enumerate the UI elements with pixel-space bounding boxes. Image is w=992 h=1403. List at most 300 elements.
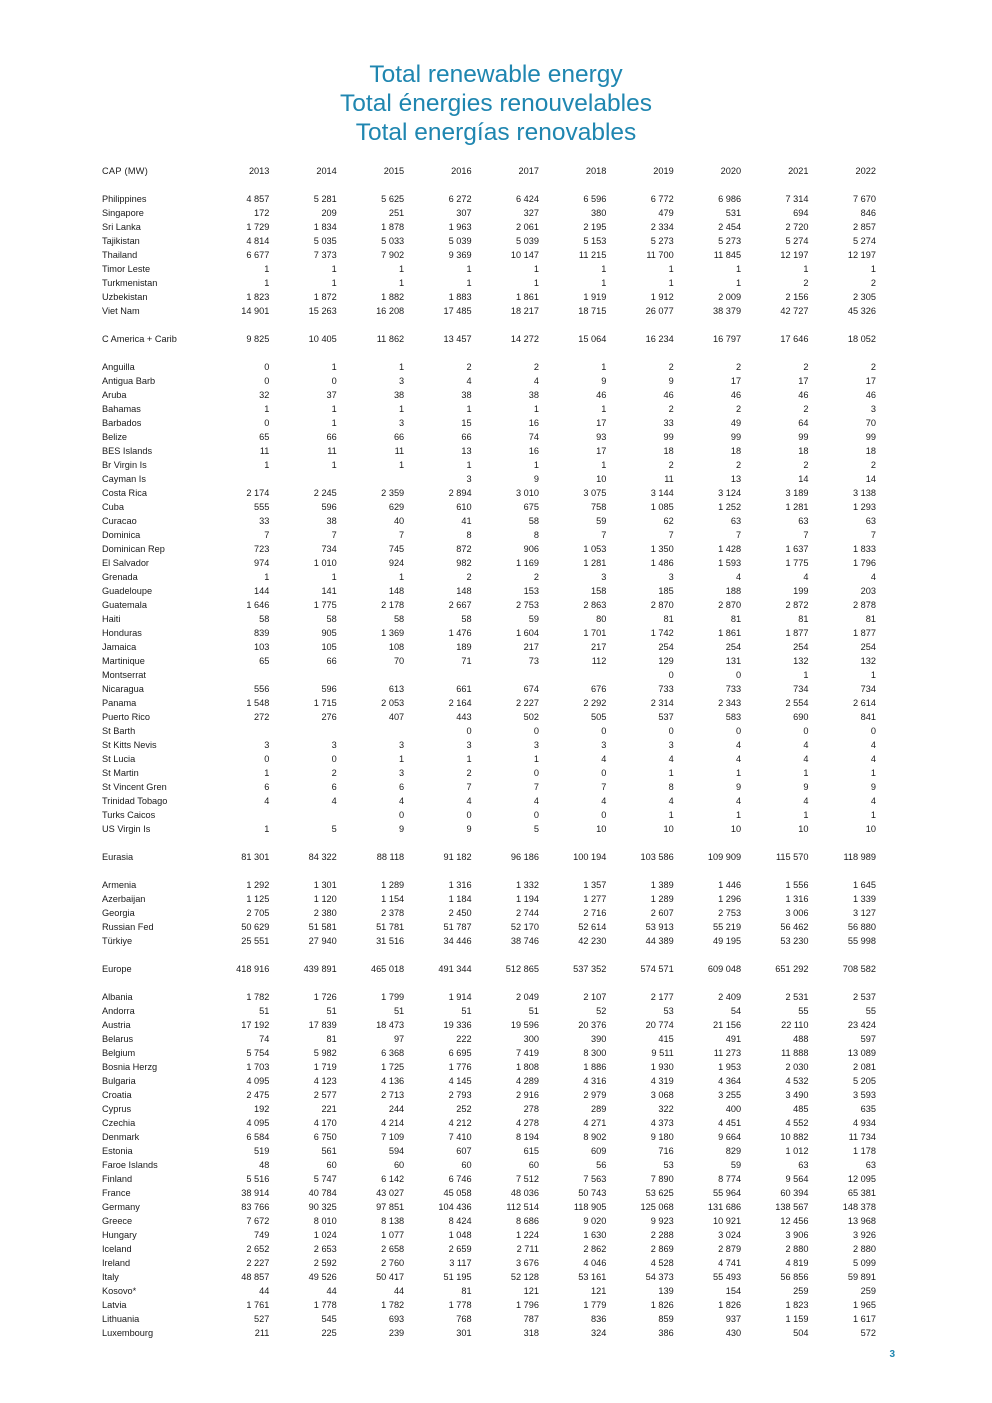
- capacity-value: 1 593: [718, 558, 742, 568]
- capacity-value: 7: [399, 530, 405, 540]
- capacity-value: 596: [321, 684, 337, 694]
- country-name: Cuba: [102, 502, 124, 512]
- capacity-value: 9 511: [651, 1048, 674, 1058]
- capacity-value: 18 715: [578, 306, 607, 316]
- year-header: 2020: [720, 166, 742, 176]
- capacity-value: 2: [803, 404, 809, 414]
- capacity-value: 9: [803, 782, 809, 792]
- capacity-value: 1 178: [853, 1146, 876, 1156]
- capacity-value: 4: [399, 796, 405, 806]
- capacity-value: 609: [591, 1146, 607, 1156]
- capacity-value: 1 637: [785, 544, 809, 554]
- capacity-value: 4: [466, 796, 472, 806]
- capacity-value: 4 278: [515, 1118, 539, 1128]
- capacity-value: 734: [860, 684, 876, 694]
- capacity-value: 65: [259, 656, 270, 666]
- capacity-value: 4: [601, 796, 607, 806]
- capacity-value: 1: [331, 362, 337, 372]
- country-name: Grenada: [102, 572, 138, 582]
- capacity-value: 1: [466, 404, 472, 414]
- capacity-value: 3 117: [449, 1258, 472, 1268]
- table-row: [96, 1088, 886, 1102]
- capacity-value: 46: [730, 390, 742, 400]
- capacity-value: 60 394: [780, 1188, 809, 1198]
- capacity-value: 594: [388, 1146, 405, 1156]
- capacity-value: 1 645: [853, 880, 876, 890]
- capacity-value: 1 194: [515, 894, 539, 904]
- capacity-value: 132: [860, 656, 876, 666]
- capacity-value: 2: [533, 362, 539, 372]
- capacity-value: 38 914: [241, 1188, 270, 1198]
- capacity-value: 1 085: [650, 502, 674, 512]
- capacity-value: 6 677: [246, 250, 270, 260]
- capacity-value: 2 711: [516, 1244, 539, 1254]
- capacity-value: 272: [254, 712, 270, 722]
- capacity-value: 0: [466, 726, 472, 736]
- capacity-value: 872: [456, 544, 472, 554]
- capacity-value: 2: [803, 362, 809, 372]
- capacity-value: 443: [456, 712, 472, 722]
- capacity-value: 4 214: [381, 1118, 405, 1128]
- capacity-value: 2 531: [785, 992, 809, 1002]
- capacity-value: 1: [399, 362, 405, 372]
- capacity-value: 125 068: [640, 1202, 674, 1212]
- capacity-value: 1 316: [785, 894, 809, 904]
- capacity-value: 6 772: [650, 194, 674, 204]
- capacity-value: 66: [393, 432, 405, 442]
- capacity-value: 2 107: [583, 992, 607, 1002]
- capacity-value: 44 389: [645, 936, 674, 946]
- table-row: [96, 794, 886, 808]
- capacity-value: 1 289: [650, 894, 674, 904]
- capacity-value: 12 095: [847, 1174, 876, 1184]
- capacity-value: 99: [798, 432, 809, 442]
- capacity-value: 44: [259, 1286, 270, 1296]
- capacity-value: 51: [528, 1006, 539, 1016]
- capacity-value: 1 930: [650, 1062, 674, 1072]
- country-name: Albania: [102, 992, 133, 1002]
- country-name: Iceland: [102, 1244, 132, 1254]
- capacity-value: 8 902: [583, 1132, 607, 1142]
- capacity-value: 13: [461, 446, 472, 456]
- capacity-value: 8 138: [381, 1216, 405, 1226]
- capacity-value: 4 819: [785, 1258, 809, 1268]
- capacity-value: 3 075: [583, 488, 607, 498]
- table-row: [96, 374, 886, 388]
- unit-label: CAP (MW): [102, 166, 149, 176]
- capacity-value: 1: [466, 278, 472, 288]
- country-name: Türkiye: [102, 936, 133, 946]
- capacity-value: 8: [466, 530, 472, 540]
- year-header: 2015: [383, 166, 405, 176]
- capacity-value: [347, 668, 414, 682]
- capacity-value: 675: [523, 502, 539, 512]
- capacity-value: 1: [601, 362, 607, 372]
- capacity-value: 11 215: [578, 250, 607, 260]
- capacity-value: 4 123: [313, 1076, 337, 1086]
- capacity-value: 188: [725, 586, 742, 596]
- capacity-value: 21 156: [713, 1020, 742, 1030]
- capacity-value: 199: [793, 586, 809, 596]
- capacity-value: 1: [264, 824, 270, 834]
- capacity-value: 0: [264, 754, 270, 764]
- capacity-value: 613: [388, 684, 405, 694]
- table-row: [96, 1130, 886, 1144]
- capacity-value: 2 227: [515, 698, 539, 708]
- country-name: Hungary: [102, 1230, 137, 1240]
- capacity-value: 8 194: [515, 1132, 539, 1142]
- capacity-value: 5 754: [246, 1048, 270, 1058]
- capacity-value: 10: [865, 824, 876, 834]
- capacity-value: 1: [399, 264, 405, 274]
- capacity-value: 217: [591, 642, 607, 652]
- capacity-value: 10 147: [510, 250, 539, 260]
- capacity-value: 2 658: [381, 1244, 405, 1254]
- capacity-value: 0: [331, 376, 337, 386]
- table-row: [96, 276, 886, 290]
- capacity-value: 1 120: [313, 894, 337, 904]
- capacity-value: 0: [533, 768, 539, 778]
- capacity-value: 4: [870, 740, 876, 750]
- capacity-value: 278: [523, 1104, 539, 1114]
- country-name: Georgia: [102, 908, 135, 918]
- capacity-value: 103: [254, 642, 270, 652]
- capacity-value: 5 033: [381, 236, 405, 246]
- capacity-value: 1 154: [381, 894, 405, 904]
- capacity-value: 5 039: [448, 236, 472, 246]
- capacity-value: 1 617: [853, 1314, 876, 1324]
- capacity-value: 51: [259, 1006, 270, 1016]
- capacity-value: 1: [668, 768, 674, 778]
- capacity-value: 90 325: [308, 1202, 337, 1212]
- country-name: Jamaica: [102, 642, 137, 652]
- capacity-value: 46: [596, 390, 607, 400]
- capacity-value: 6: [399, 782, 405, 792]
- table-row: [96, 472, 886, 486]
- capacity-value: 2 450: [448, 908, 472, 918]
- capacity-value: 10: [798, 824, 809, 834]
- capacity-value: 3 255: [718, 1090, 742, 1100]
- capacity-value: 11 700: [646, 250, 674, 260]
- capacity-value: 6: [331, 782, 337, 792]
- capacity-value: 2 475: [246, 1090, 270, 1100]
- capacity-value: 4: [533, 376, 539, 386]
- capacity-value: 1 779: [583, 1300, 607, 1310]
- capacity-value: 537: [658, 712, 674, 722]
- capacity-value: 99: [663, 432, 674, 442]
- capacity-value: 574 571: [640, 964, 674, 974]
- capacity-value: 6 596: [583, 194, 607, 204]
- capacity-value: 9: [533, 474, 539, 484]
- capacity-value: 158: [591, 586, 607, 596]
- capacity-value: 19 596: [510, 1020, 539, 1030]
- capacity-value: 1 726: [313, 992, 337, 1002]
- capacity-value: 2 659: [448, 1244, 472, 1254]
- capacity-value: 2 049: [515, 992, 539, 1002]
- capacity-value: 1 808: [515, 1062, 539, 1072]
- capacity-value: 2 872: [785, 600, 809, 610]
- capacity-value: 50 743: [578, 1188, 607, 1198]
- capacity-value: 1 775: [313, 600, 337, 610]
- capacity-value: 9 664: [718, 1132, 742, 1142]
- capacity-value: 5 274: [853, 236, 876, 246]
- table-row: [96, 416, 886, 430]
- capacity-value: 3 926: [853, 1230, 876, 1240]
- capacity-value: 734: [321, 544, 337, 554]
- capacity-value: 11 734: [848, 1132, 876, 1142]
- capacity-value: 225: [321, 1328, 337, 1338]
- table-row: [96, 430, 886, 444]
- capacity-value: 1: [870, 670, 876, 680]
- country-name: Dominica: [102, 530, 141, 540]
- country-name: Latvia: [102, 1300, 127, 1310]
- capacity-value: 2 713: [381, 1090, 405, 1100]
- country-name: Russian Fed: [102, 922, 154, 932]
- capacity-value: 48: [259, 1160, 270, 1170]
- capacity-value: 1: [331, 278, 337, 288]
- table-row: [96, 458, 886, 472]
- capacity-value: 38 746: [510, 936, 539, 946]
- capacity-value: 1: [533, 264, 539, 274]
- capacity-value: 139: [658, 1286, 674, 1296]
- table-row: [96, 962, 886, 976]
- country-name: Timor Leste: [102, 264, 151, 274]
- capacity-value: 386: [658, 1328, 674, 1338]
- capacity-value: 2 880: [785, 1244, 809, 1254]
- table-row: [96, 1046, 886, 1060]
- capacity-value: 54 373: [645, 1272, 674, 1282]
- capacity-value: 1: [668, 278, 674, 288]
- country-name: St Martin: [102, 768, 139, 778]
- capacity-value: 6 695: [448, 1048, 472, 1058]
- capacity-value: 5 625: [381, 194, 405, 204]
- capacity-value: 7: [601, 782, 607, 792]
- capacity-value: 610: [456, 502, 472, 512]
- capacity-value: 2 869: [650, 1244, 674, 1254]
- capacity-value: 1 823: [246, 292, 270, 302]
- capacity-value: 2 614: [853, 698, 876, 708]
- table-row: [96, 388, 886, 402]
- year-header: 2017: [518, 166, 539, 176]
- country-name: Ireland: [102, 1258, 131, 1268]
- capacity-value: 10: [596, 474, 607, 484]
- capacity-value: 583: [725, 712, 742, 722]
- capacity-value: 4 934: [853, 1118, 876, 1128]
- capacity-value: 1: [399, 754, 405, 764]
- capacity-value: 63: [865, 1160, 876, 1170]
- capacity-value: 4 212: [448, 1118, 472, 1128]
- capacity-value: 1 292: [246, 880, 270, 890]
- capacity-value: 690: [793, 712, 809, 722]
- capacity-value: 31 516: [376, 936, 405, 946]
- capacity-value: 1: [601, 460, 607, 470]
- capacity-value: 1 289: [381, 880, 405, 890]
- capacity-value: 1: [803, 810, 809, 820]
- capacity-value: 6: [264, 782, 270, 792]
- capacity-value: 1: [466, 754, 472, 764]
- table-row: [96, 1004, 886, 1018]
- capacity-value: 2 359: [381, 488, 405, 498]
- capacity-value: 51 581: [308, 922, 337, 932]
- capacity-value: 3 010: [515, 488, 539, 498]
- table-row: [96, 192, 886, 206]
- capacity-value: 109 909: [707, 852, 742, 862]
- capacity-value: 7: [870, 530, 876, 540]
- capacity-value: 3 189: [785, 488, 809, 498]
- capacity-value: 4: [736, 754, 742, 764]
- capacity-value: 8 686: [515, 1216, 539, 1226]
- capacity-value: 7 314: [785, 194, 809, 204]
- capacity-value: 708 582: [842, 964, 876, 974]
- capacity-value: 49 526: [308, 1272, 337, 1282]
- capacity-value: 58: [393, 614, 405, 624]
- capacity-value: 2 009: [718, 292, 742, 302]
- capacity-value: 4 095: [246, 1118, 270, 1128]
- capacity-value: 9 564: [785, 1174, 809, 1184]
- capacity-value: 11: [394, 446, 405, 456]
- capacity-value: 9: [870, 782, 876, 792]
- capacity-value: 51: [326, 1006, 337, 1016]
- capacity-value: 55 219: [713, 922, 742, 932]
- capacity-value: 1 963: [448, 222, 472, 232]
- capacity-value: 4 046: [583, 1258, 607, 1268]
- capacity-value: 55 493: [713, 1272, 742, 1282]
- country-name: Kosovo*: [102, 1286, 137, 1296]
- capacity-value: 1 826: [718, 1300, 742, 1310]
- country-name: Tajikistan: [102, 236, 140, 246]
- capacity-value: 23 424: [847, 1020, 876, 1030]
- capacity-value: 1 630: [583, 1230, 607, 1240]
- country-name: Greece: [102, 1216, 133, 1226]
- capacity-value: 3: [870, 404, 876, 414]
- capacity-value: 2 053: [381, 698, 405, 708]
- capacity-value: 56: [596, 1160, 607, 1170]
- capacity-value: 118 989: [843, 852, 876, 862]
- capacity-value: 390: [591, 1034, 607, 1044]
- capacity-value: 1 010: [313, 558, 337, 568]
- capacity-value: 7 902: [381, 250, 405, 260]
- capacity-value: 5 281: [313, 194, 337, 204]
- capacity-value: 6 272: [448, 194, 472, 204]
- capacity-value: 9 369: [448, 250, 472, 260]
- capacity-value: 252: [456, 1104, 472, 1114]
- capacity-value: 2 720: [785, 222, 809, 232]
- table-row: [96, 1228, 886, 1242]
- capacity-value: 974: [254, 558, 270, 568]
- capacity-value: 251: [388, 208, 405, 218]
- capacity-value: 51 787: [443, 922, 472, 932]
- capacity-value: 17: [798, 376, 809, 386]
- capacity-value: 2: [466, 362, 472, 372]
- capacity-value: 10: [663, 824, 674, 834]
- capacity-value: 7: [264, 530, 270, 540]
- capacity-value: 4 451: [718, 1118, 742, 1128]
- capacity-value: 1 301: [313, 880, 337, 890]
- capacity-value: 52 170: [510, 922, 539, 932]
- capacity-value: 51 195: [443, 1272, 472, 1282]
- capacity-value: 1 024: [313, 1230, 337, 1240]
- table-row: [96, 1032, 886, 1046]
- capacity-value: 1 476: [448, 628, 472, 638]
- capacity-value: 4 316: [583, 1076, 607, 1086]
- capacity-value: 16 234: [645, 334, 674, 344]
- capacity-value: 2 227: [246, 1258, 270, 1268]
- capacity-value: 430: [725, 1328, 742, 1338]
- country-name: Lithuania: [102, 1314, 140, 1324]
- capacity-value: 33: [259, 516, 270, 526]
- title-french: Total énergies renouvelables: [340, 90, 652, 117]
- capacity-value: 749: [254, 1230, 270, 1240]
- capacity-value: 716: [658, 1146, 674, 1156]
- capacity-value: 18: [865, 446, 876, 456]
- capacity-value: 1 604: [515, 628, 539, 638]
- capacity-value: 1: [399, 572, 405, 582]
- capacity-value: 2 177: [650, 992, 674, 1002]
- capacity-value: 7: [466, 782, 472, 792]
- capacity-value: 3: [466, 740, 472, 750]
- capacity-value: 2 061: [515, 222, 539, 232]
- capacity-value: 2 979: [583, 1090, 607, 1100]
- capacity-value: [212, 668, 279, 682]
- capacity-value: 53 913: [645, 922, 674, 932]
- capacity-value: 2 667: [448, 600, 472, 610]
- capacity-value: 1 357: [583, 880, 607, 890]
- capacity-value: 7 419: [515, 1048, 539, 1058]
- capacity-value: 148: [388, 586, 405, 596]
- table-row: [96, 486, 886, 500]
- country-name: BES Islands: [102, 446, 153, 456]
- capacity-value: 13 968: [847, 1216, 876, 1226]
- capacity-value: [414, 668, 481, 682]
- capacity-value: 100 194: [573, 852, 607, 862]
- capacity-value: 59 891: [847, 1272, 876, 1282]
- capacity-value: 4: [466, 376, 472, 386]
- capacity-value: 65: [259, 432, 270, 442]
- capacity-value: 81: [326, 1034, 337, 1044]
- capacity-value: 7 672: [246, 1216, 270, 1226]
- capacity-value: 60: [528, 1160, 539, 1170]
- table-row: [96, 1060, 886, 1074]
- capacity-value: 1 428: [718, 544, 742, 554]
- capacity-value: 2 292: [583, 698, 607, 708]
- capacity-value: 8 010: [313, 1216, 337, 1226]
- capacity-value: 4 271: [583, 1118, 607, 1128]
- country-name: Bosnia Herzg: [102, 1062, 158, 1072]
- table-row: [96, 220, 886, 234]
- capacity-value: 4: [803, 572, 809, 582]
- capacity-value: 40 784: [308, 1188, 337, 1198]
- capacity-value: 2 334: [650, 222, 674, 232]
- country-name: Cayman Is: [102, 474, 146, 484]
- capacity-value: 254: [793, 642, 809, 652]
- capacity-value: 221: [321, 1104, 337, 1114]
- table-row: [96, 1214, 886, 1228]
- capacity-value: 1: [601, 404, 607, 414]
- capacity-value: 7: [601, 530, 607, 540]
- country-name: Barbados: [102, 418, 142, 428]
- capacity-value: 3: [466, 474, 472, 484]
- country-name: Costa Rica: [102, 488, 147, 498]
- capacity-value: 81: [865, 614, 876, 624]
- capacity-value: 0: [668, 726, 674, 736]
- capacity-value: 53 230: [780, 936, 809, 946]
- table-row: [96, 542, 886, 556]
- country-name: St Vincent Gren: [102, 782, 167, 792]
- capacity-value: 2 305: [853, 292, 876, 302]
- capacity-value: 3: [668, 572, 674, 582]
- capacity-value: 153: [523, 586, 539, 596]
- capacity-value: 1 833: [853, 544, 876, 554]
